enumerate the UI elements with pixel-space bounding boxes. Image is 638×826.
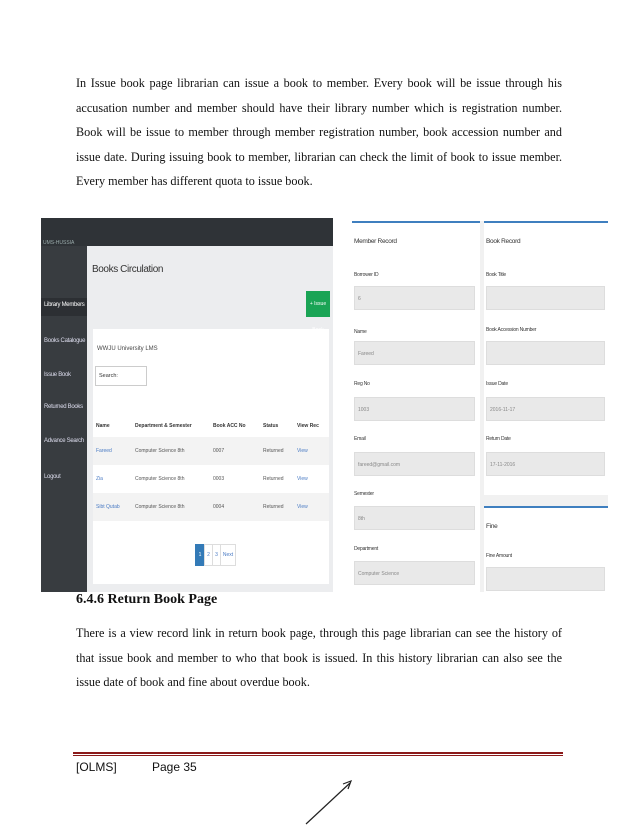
fine-title: Fine (486, 523, 498, 530)
field-label: Book Accession Number (486, 327, 537, 333)
book-record-panel (484, 221, 608, 495)
issue-book-button[interactable]: + Issue (306, 291, 330, 317)
col-header-book-acc[interactable]: Book ACC No (213, 423, 246, 429)
footer-page-number: Page 35 (152, 760, 197, 774)
arrow-icon (300, 775, 360, 826)
table-row (93, 465, 329, 493)
field-label: Department (354, 546, 379, 552)
book-title-field[interactable] (486, 286, 605, 310)
view-record-link[interactable]: View (297, 476, 308, 482)
field-label: Issue Date (486, 381, 508, 387)
table-row (93, 493, 329, 521)
member-name-link[interactable]: Sibt Qutab (96, 504, 120, 510)
field-label: Semester (354, 491, 374, 497)
return-book-paragraph: There is a view record link in return book page, through this page librarian can see the history of that issue book and member to who that book is issued. In this history librarian can also see the issue date of book and fine about overdue book. (76, 626, 562, 689)
table-cell: Returned (263, 504, 284, 510)
fine-panel (484, 506, 608, 592)
col-header-name[interactable]: Name (96, 423, 110, 429)
intro-paragraph: In Issue book page librarian can issue a book to member. Every book will be issue through his accusation number and member should have their library number which is registration number. Book will be issue to member through member registration number, book accession number and issue date. During issuing book to member, librarian can check the limit of book to issue member. Every member has different quota to issue book. (76, 76, 562, 188)
sidebar-item-logout[interactable]: Logout (44, 474, 61, 480)
table-cell: Computer Science 8th (135, 476, 185, 482)
view-record-link[interactable]: View (297, 448, 308, 454)
return-record-screenshot (352, 221, 608, 592)
sidebar (41, 240, 87, 592)
member-name-link[interactable]: Fareed (96, 448, 112, 454)
semester-field[interactable]: 8th (354, 506, 475, 530)
books-circulation-screenshot (41, 218, 333, 592)
search-label: Search: (99, 373, 118, 379)
section-heading: 6.4.6 Return Book Page (76, 592, 218, 607)
field-label: Book Title (486, 272, 506, 278)
table-row (93, 437, 329, 465)
next-page-button[interactable]: Next (220, 544, 236, 566)
circulation-panel (93, 329, 329, 584)
field-label: Return Date (486, 436, 511, 442)
field-label: Reg No (354, 381, 370, 387)
panel-title: WWJU University LMS (97, 346, 158, 352)
email-field[interactable]: fareed@gmail.com (354, 452, 475, 476)
table-cell: 0007 (213, 448, 225, 454)
page-2-button[interactable]: 2 (204, 544, 213, 566)
borrower-id-field[interactable]: 6 (354, 286, 475, 310)
name-field[interactable]: Fareed (354, 341, 475, 365)
top-bar (41, 218, 333, 246)
issue-date-field[interactable]: 2016-11-17 (486, 397, 605, 421)
table-cell: Returned (263, 448, 284, 454)
member-record-title: Member Record (354, 238, 397, 245)
reg-no-field[interactable]: 1003 (354, 397, 475, 421)
brand-label: UMS-HUSSIA (43, 240, 75, 246)
sidebar-item-advance-search[interactable]: Advance Search (44, 438, 84, 444)
book-accession-field[interactable] (486, 341, 605, 365)
table-cell: 0004 (213, 504, 225, 510)
sidebar-item-returned-books[interactable]: Returned Books (44, 404, 83, 410)
page-title: Books Circulation (92, 264, 164, 275)
sidebar-item-issue-book[interactable]: Issue Book (44, 372, 71, 378)
field-label: Email (354, 436, 366, 442)
sidebar-item-library-members[interactable]: Library Members (44, 302, 85, 308)
col-header-department[interactable]: Department & Semester (135, 423, 192, 429)
table-cell: Computer Science 8th (135, 504, 185, 510)
sidebar-item-books-catalogue[interactable]: Books Catalogue (44, 338, 86, 344)
table-cell: 0003 (213, 476, 225, 482)
table-cell: Returned (263, 476, 284, 482)
footer-rule (73, 752, 563, 754)
return-date-field[interactable]: 17-11-2016 (486, 452, 605, 476)
field-label: Name (354, 329, 367, 335)
book-record-title: Book Record (486, 238, 521, 245)
footer-document-tag: [OLMS] (76, 760, 117, 774)
department-field[interactable]: Computer Science (354, 561, 475, 585)
view-record-link[interactable]: View (297, 504, 308, 510)
page-3-button[interactable]: 3 (212, 544, 221, 566)
fine-amount-field[interactable] (486, 567, 605, 591)
table-cell: Computer Science 8th (135, 448, 185, 454)
page-1-button[interactable]: 1 (195, 544, 205, 566)
footer-rule-thin (73, 755, 563, 756)
col-header-status[interactable]: Status (263, 423, 279, 429)
field-label: Fine Amount (486, 553, 512, 559)
field-label: Borrower ID (354, 272, 379, 278)
member-name-link[interactable]: Zia (96, 476, 103, 482)
col-header-view[interactable]: View Rec (297, 423, 319, 429)
member-record-panel (352, 221, 480, 592)
